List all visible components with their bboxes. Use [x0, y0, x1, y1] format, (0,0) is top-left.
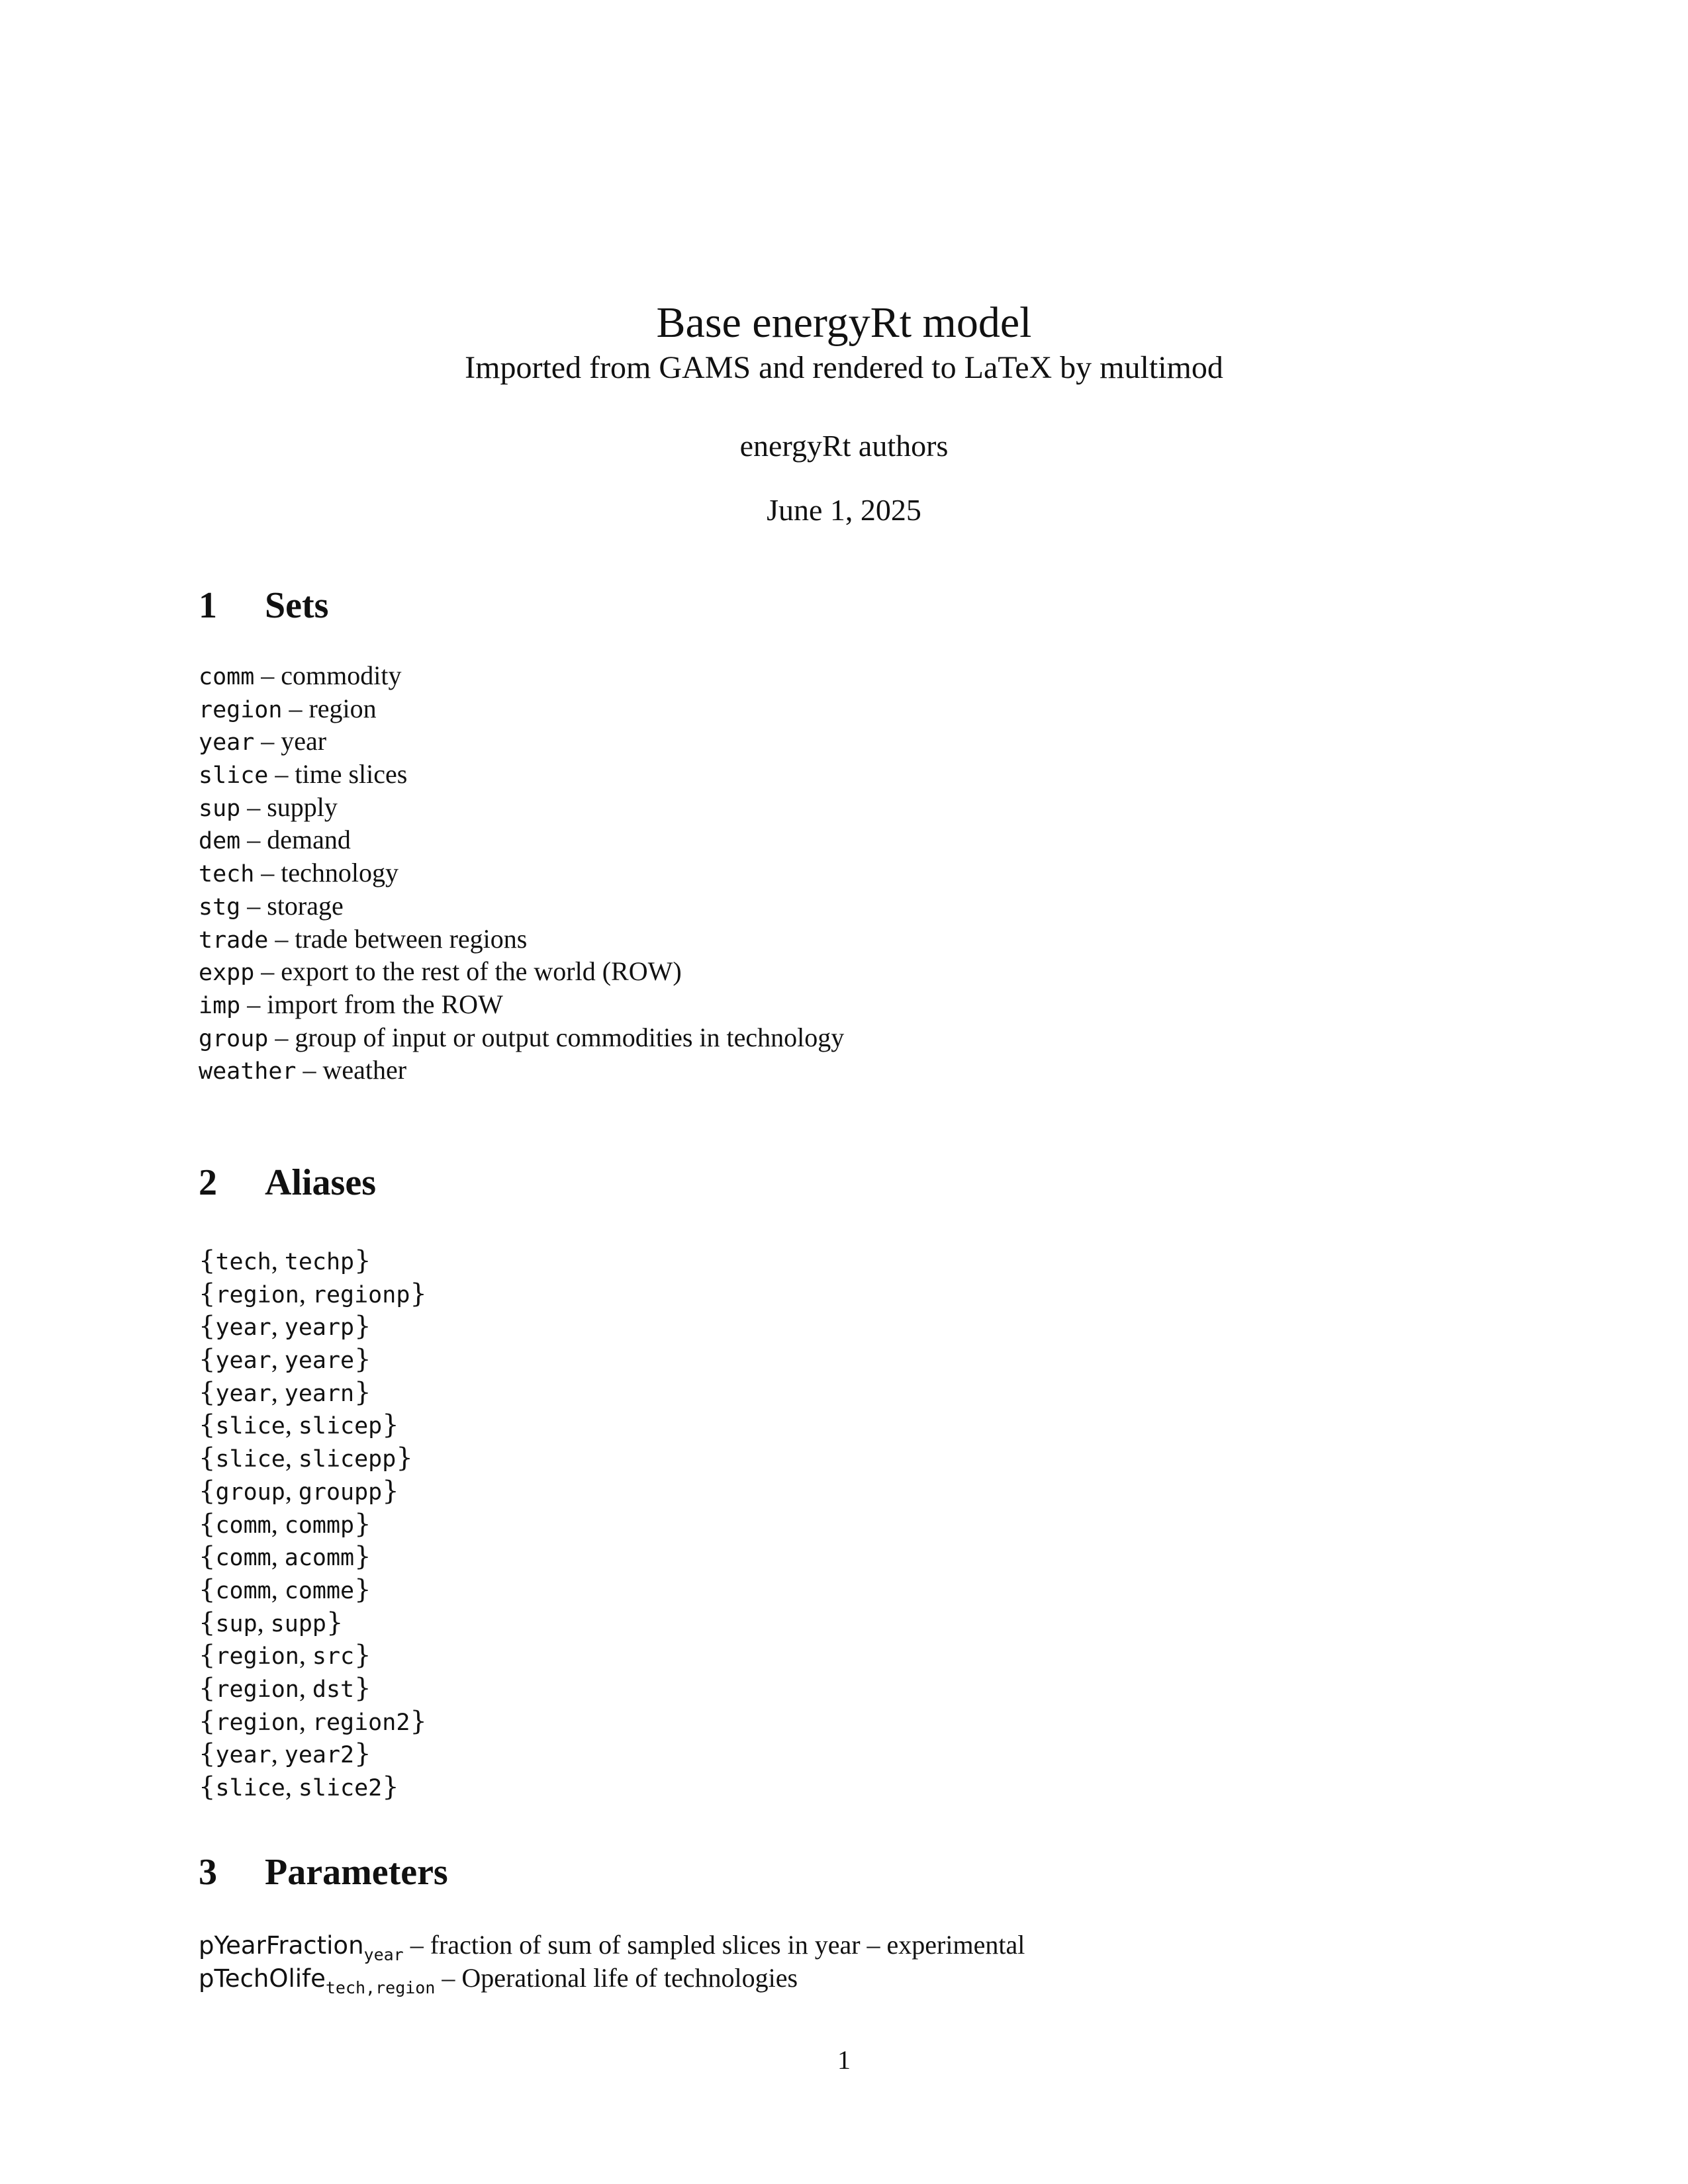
- set-name: slice: [199, 762, 269, 790]
- alias-name: yearp: [284, 1314, 355, 1342]
- list-item: {sup, supp}: [199, 1607, 344, 1638]
- list-item: {region, regionp}: [199, 1278, 427, 1309]
- alias-name: region2: [312, 1709, 410, 1736]
- list-item: {group, groupp}: [199, 1475, 399, 1506]
- alias-name: year: [215, 1380, 271, 1407]
- list-item: {year, yearp}: [199, 1311, 371, 1342]
- alias-name: comm: [215, 1512, 271, 1539]
- set-description: – time slices: [268, 759, 408, 790]
- alias-name: slice2: [298, 1775, 383, 1801]
- alias-name: comm: [215, 1577, 271, 1604]
- section-heading-sets: [199, 582, 328, 629]
- alias-name: sup: [215, 1610, 258, 1637]
- document-title: Base energyRt model: [656, 298, 1032, 347]
- list-item: [199, 1929, 1025, 1962]
- list-item: [199, 856, 844, 889]
- parameter-index: tech,region: [325, 1978, 436, 1997]
- list-item: [199, 889, 844, 923]
- list-item: [199, 692, 844, 725]
- set-name: trade: [199, 927, 269, 954]
- list-item: [199, 791, 844, 824]
- alias-name: comm: [215, 1545, 271, 1572]
- set-description: – commodity: [254, 660, 402, 690]
- alias-name: yeare: [284, 1347, 355, 1375]
- list-item: {year, year2}: [199, 1739, 371, 1770]
- set-description: – supply: [240, 792, 338, 822]
- section-title: Parameters: [265, 1852, 448, 1893]
- list-item: [199, 1962, 1025, 1995]
- section-title: Sets: [265, 585, 329, 626]
- parameter-index: year: [363, 1945, 404, 1964]
- set-description: – import from the ROW: [240, 989, 503, 1019]
- alias-name: slice: [215, 1775, 285, 1801]
- parameter-description: – Operational life of technologies: [435, 1962, 798, 1993]
- set-description: – demand: [240, 825, 351, 855]
- document-author: energyRt authors: [739, 429, 949, 463]
- set-name: imp: [199, 992, 241, 1019]
- list-item: {region, region2}: [199, 1706, 427, 1737]
- parameter-description: – fraction of sum of sampled slices in year – experimental: [403, 1930, 1025, 1960]
- alias-name: comme: [284, 1577, 355, 1604]
- alias-name: group: [215, 1479, 285, 1506]
- set-name: region: [199, 696, 283, 723]
- alias-name: src: [312, 1643, 355, 1670]
- list-item: {tech, techp}: [199, 1246, 371, 1276]
- list-item: {comm, acomm}: [199, 1541, 371, 1572]
- set-name: comm: [199, 664, 255, 690]
- list-item: [199, 758, 844, 791]
- aliases-list: [199, 1244, 427, 1803]
- section-number: 1: [199, 585, 217, 626]
- alias-name: slicepp: [298, 1446, 397, 1473]
- alias-name: year2: [284, 1742, 355, 1769]
- list-item: [199, 955, 844, 988]
- set-description: – technology: [254, 858, 399, 888]
- alias-name: year: [215, 1347, 271, 1375]
- section-heading-aliases: [199, 1160, 376, 1206]
- alias-name: commp: [284, 1512, 355, 1539]
- alias-name: yearn: [284, 1380, 355, 1407]
- alias-name: tech: [215, 1249, 271, 1275]
- alias-name: slice: [215, 1413, 285, 1440]
- alias-name: slicep: [298, 1413, 383, 1440]
- section-title: Aliases: [265, 1162, 376, 1203]
- set-description: – export to the rest of the world (ROW): [254, 956, 682, 987]
- list-item: {year, yearn}: [199, 1377, 371, 1408]
- set-description: – group of input or output commodities in technology: [268, 1022, 845, 1052]
- set-name: stg: [199, 893, 241, 921]
- alias-name: region: [215, 1709, 299, 1736]
- alias-name: supp: [270, 1610, 326, 1637]
- list-item: {slice, slice2}: [199, 1772, 399, 1802]
- set-description: – trade between regions: [268, 923, 528, 954]
- list-item: {year, yeare}: [199, 1344, 371, 1375]
- list-item: {region, dst}: [199, 1672, 371, 1704]
- alias-name: region: [215, 1643, 299, 1670]
- set-name: tech: [199, 861, 255, 888]
- list-item: [199, 988, 844, 1021]
- sets-list: [199, 659, 844, 1087]
- list-item: [199, 659, 844, 692]
- alias-name: region: [215, 1281, 299, 1308]
- alias-name: slice: [215, 1446, 285, 1473]
- set-description: – year: [254, 726, 327, 756]
- set-name: year: [199, 729, 255, 756]
- section-heading-parameters: [199, 1849, 448, 1895]
- alias-name: year: [215, 1314, 271, 1342]
- set-description: – weather: [296, 1055, 407, 1085]
- document-subtitle: Imported from GAMS and rendered to LaTeX by multimod: [465, 350, 1223, 385]
- alias-name: region: [215, 1676, 299, 1703]
- list-item: [199, 823, 844, 856]
- list-item: {comm, commp}: [199, 1508, 371, 1539]
- set-name: weather: [199, 1058, 297, 1085]
- section-number: 3: [199, 1852, 217, 1893]
- list-item: [199, 1054, 844, 1087]
- list-item: [199, 1021, 844, 1054]
- parameter-name: pTechOlife: [199, 1964, 326, 1993]
- set-description: – storage: [240, 890, 344, 921]
- alias-name: techp: [284, 1249, 355, 1275]
- list-item: {slice, slicepp}: [199, 1443, 413, 1474]
- alias-name: acomm: [284, 1545, 355, 1572]
- set-name: sup: [199, 795, 241, 822]
- list-item: [199, 923, 844, 956]
- document-date: June 1, 2025: [767, 493, 921, 527]
- set-description: – region: [282, 693, 377, 723]
- list-item: {region, src}: [199, 1640, 371, 1671]
- list-item: {slice, slicep}: [199, 1410, 399, 1441]
- list-item: {comm, comme}: [199, 1574, 371, 1605]
- section-number: 2: [199, 1162, 217, 1203]
- set-name: group: [199, 1025, 269, 1052]
- set-name: expp: [199, 960, 255, 987]
- parameter-name: pYearFraction: [199, 1931, 364, 1960]
- alias-name: dst: [312, 1676, 355, 1703]
- alias-name: groupp: [298, 1479, 383, 1506]
- set-name: dem: [199, 828, 241, 855]
- parameters-list: [199, 1929, 1025, 1997]
- alias-name: year: [215, 1742, 271, 1769]
- alias-name: regionp: [312, 1281, 410, 1308]
- list-item: [199, 725, 844, 758]
- page-number: 1: [837, 2045, 851, 2075]
